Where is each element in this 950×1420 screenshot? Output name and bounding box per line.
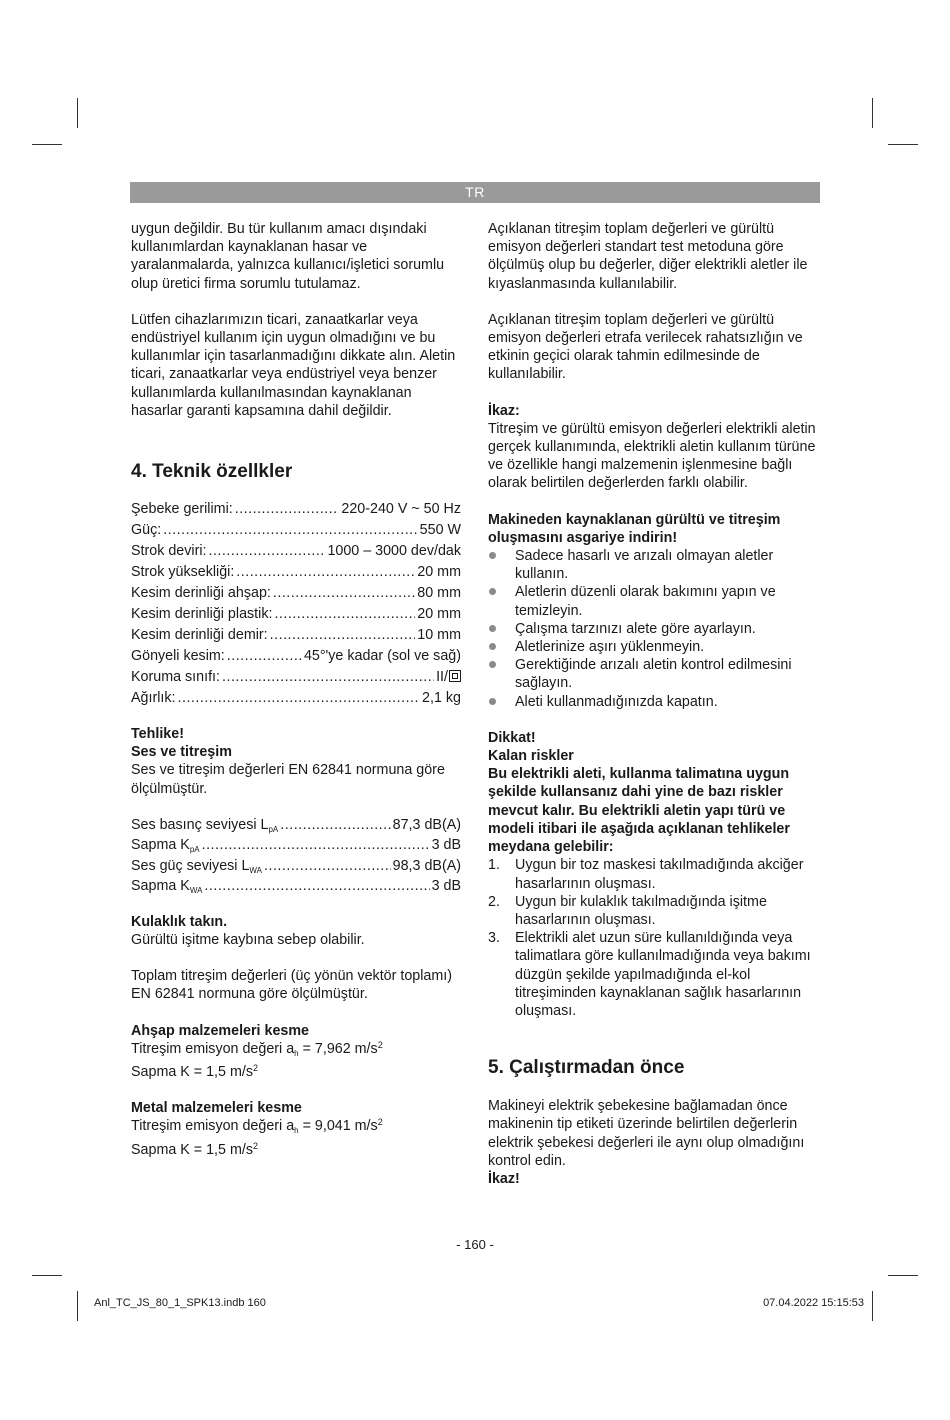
spec-row xyxy=(131,520,461,541)
right-column xyxy=(488,220,820,1188)
spec-row xyxy=(131,688,461,709)
spec-row xyxy=(131,604,461,625)
footer-datetime: 07.04.2022 15:15:53 xyxy=(763,1297,864,1309)
spec-label: Kesim derinliği ahşap: xyxy=(131,585,271,602)
spec-label: Kesim derinliği plastik: xyxy=(131,606,273,623)
list-item: Aletlerinize aşırı yüklenmeyin. xyxy=(488,638,820,656)
noise-label: Ses güç seviyesi $L_{WA}$ xyxy=(131,857,262,875)
section-5-title: 5. Çalıştırmadan önce xyxy=(488,1057,685,1079)
comparison-paragraph: Açıklanan titreşim toplam değerleri ve gürültü emisyon değerleri standart test metoduna göre ölçülmüş olup bu değerler, diğer elektrikli aletler ile kıyaslanmasında kullanılabilir. xyxy=(488,221,808,292)
crop-mark xyxy=(32,144,62,145)
vibration-total-text: Toplam titreşim değerleri (üç yönün vektör toplamı) EN 62841 normuna göre ölçülmüştür. xyxy=(131,968,453,1003)
crop-mark xyxy=(888,144,918,145)
spec-label: Şebeke gerilimi: xyxy=(131,501,233,518)
sound-vibration-heading: Ses ve titreşim xyxy=(131,744,232,761)
wood-emission-value: Titreşim emisyon değeri $a_h = 7,962$ $m/s^2$ xyxy=(131,1039,383,1058)
intro-paragraph: uygun değildir. Bu tür kullanım amacı dışındaki kullanımlardan kaynaklanan hasar ve yaralanmalarda, yalnızca kullanıcı/işletici sorumlu olup üretici firma sorumlu tutulamaz. xyxy=(131,221,445,292)
warning-text: Titreşim ve gürültü emisyon değerleri elektrikli aletin gerçek kullanımında, elektrikli aletin kullanım türüne ve özellikle hangi malzemenin işlenmesine bağlı olarak belirtilen değerlerden farklı olabilir. xyxy=(488,420,816,492)
list-item: Aleti kullanmadığınızda kapatın. xyxy=(488,693,820,711)
spec-value: 80 mm xyxy=(417,585,461,602)
noise-row xyxy=(131,815,461,836)
noise-row xyxy=(131,856,461,877)
residual-risks-heading: Kalan riskler xyxy=(488,748,574,765)
spec-label: Kesim derinliği demir: xyxy=(131,627,268,644)
list-item: 1. Uygun bir toz maskesi takılmadığında akciğer hasarlarının oluşması. xyxy=(488,857,804,892)
reduce-noise-heading: Makineden kaynaklanan gürültü ve titreşim oluşmasını asgariye indirin! xyxy=(488,511,781,546)
sound-vibration-text: Ses ve titreşim değerleri EN 62841 normuna göre ölçülmüştür. xyxy=(131,762,445,797)
noise-label: Sapma $K_{pA}$ xyxy=(131,837,200,855)
spec-label: Strok deviri: xyxy=(131,543,207,560)
spec-label: Ağırlık: xyxy=(131,690,176,707)
metal-emission-value: Titreşim emisyon değeri $a_h = 9,041$ $m/s^2$ xyxy=(131,1117,383,1136)
warning-heading: İkaz: xyxy=(488,402,520,419)
list-item: Sadece hasarlı ve arızalı olmayan aletler kullanın. xyxy=(488,547,820,583)
spec-label: Strok yüksekliği: xyxy=(131,564,235,581)
spec-value: 20 mm xyxy=(417,606,461,623)
spec-value: 10 mm xyxy=(417,627,461,644)
crop-mark xyxy=(888,1275,918,1276)
estimation-paragraph: Açıklanan titreşim toplam değerleri ve gürültü emisyon değerleri etrafa verilecek rahatsızlığın ve etkinin geçici olarak tahmin edilmesinde de kullanılabilir. xyxy=(488,311,803,383)
spec-value: 1000 – 3000 dev/dak xyxy=(327,543,461,560)
spec-row xyxy=(131,583,461,604)
noise-label: Ses basınç seviyesi $L_{pA}$ xyxy=(131,816,279,834)
section-4-title: 4. Teknik özellkler xyxy=(131,461,293,483)
residual-risks-intro: Bu elektrikli aleti, kullanma talimatına uygun şekilde kullansanız dahi yine de bazı riskler mevcut kalır. Bu elektrikli aletin yapı türü ve modeli itibari ile aşağıda açıklanan tehlikeler meydana gelebilir: xyxy=(488,766,790,856)
noise-label: Sapma $K_{WA}$ xyxy=(131,878,203,896)
section-5-warning: İkaz! xyxy=(488,1170,520,1187)
noise-list xyxy=(131,815,461,897)
spec-list xyxy=(131,499,461,709)
spec-row xyxy=(131,499,461,520)
noise-value: 87,3 dB(A) xyxy=(392,816,461,833)
list-item: 2. Uygun bir kulaklık takılmadığında işitme hasarlarının oluşması. xyxy=(488,893,767,928)
noise-value: 3 dB xyxy=(431,837,461,854)
spec-label: Güç: xyxy=(131,522,162,539)
metal-cutting-heading: Metal malzemeleri kesme xyxy=(131,1100,302,1117)
wood-deviation-value: Sapma K = 1,5 $m/s^2$ xyxy=(131,1063,258,1081)
spec-value: 220-240 V ~ 50 Hz xyxy=(341,501,461,518)
list-item: Gerektiğinde arızalı aletin kontrol edilmesini sağlayın. xyxy=(488,656,820,692)
spec-value: 2,1 kg xyxy=(422,690,461,707)
reduce-noise-list xyxy=(488,547,820,711)
noise-value: 3 dB xyxy=(431,878,461,895)
spec-value: 45°'ye kadar (sol ve sağ) xyxy=(303,648,461,665)
list-item: 3. Elektrikli alet uzun süre kullanıldığında veya talimatlara göre kullanılmadığında veya bakımı düzgün şekilde yapılmadığında el-kol titreşiminden kaynaklanan sağlık hasarlarının oluşması. xyxy=(488,930,811,1019)
spec-row xyxy=(131,625,461,646)
list-item: Aletlerin düzenli olarak bakımını yapın ve temizleyin. xyxy=(488,583,820,619)
crop-mark xyxy=(77,1291,78,1321)
left-column xyxy=(131,220,461,1159)
spec-value: II/ xyxy=(436,667,461,688)
wood-cutting-heading: Ahşap malzemeleri kesme xyxy=(131,1022,310,1039)
spec-value: 550 W xyxy=(419,522,461,539)
noise-row xyxy=(131,876,461,897)
language-code: TR xyxy=(465,184,485,200)
crop-mark xyxy=(872,1291,873,1321)
spec-row xyxy=(131,562,461,583)
commercial-use-paragraph: Lütfen cihazlarımızın ticari, zanaatkarlar veya endüstriyel kullanım için uygun olmadığını ve bu kullanımlar için tasarlanmadığını dikkate alın. Aletin ticari, zanaatkarlar veya endüstriyel veya benzer kullanımlarda kullanılmasından kaynaklanan hasarlar garanti kapsamına dahil değildir. xyxy=(131,311,456,419)
section-5-text: Makineyi elektrik şebekesine bağlamadan önce makinenin tip etiketi üzerinde belirtilen değerlerin elektrik şebekesi değerleri ile aynı olup olmadığını kontrol edin. xyxy=(488,1098,805,1169)
language-header-bar xyxy=(130,182,820,203)
crop-mark xyxy=(77,98,78,128)
spec-row xyxy=(131,667,461,688)
spec-row xyxy=(131,646,461,667)
spec-label: Koruma sınıfı: xyxy=(131,669,220,686)
noise-value: 98,3 dB(A) xyxy=(392,857,461,874)
residual-risks-list xyxy=(488,856,820,1020)
danger-heading: Tehlike! xyxy=(131,726,184,743)
caution-heading: Dikkat! xyxy=(488,729,536,746)
ear-protection-text: Gürültü işitme kaybına sebep olabilir. xyxy=(131,932,365,949)
page-number: - 160 - xyxy=(456,1237,494,1252)
noise-row xyxy=(131,835,461,856)
spec-value: 20 mm xyxy=(417,564,461,581)
spec-label: Gönyeli kesim: xyxy=(131,648,225,665)
crop-mark xyxy=(32,1275,62,1276)
crop-mark xyxy=(872,98,873,128)
spec-row xyxy=(131,541,461,562)
list-item: Çalışma tarzınızı alete göre ayarlayın. xyxy=(488,620,820,638)
metal-deviation-value: Sapma K = 1,5 $m/s^2$ xyxy=(131,1140,258,1158)
footer-file-info: Anl_TC_JS_80_1_SPK13.indb 160 xyxy=(94,1297,266,1309)
ear-protection-heading: Kulaklık takın. xyxy=(131,913,228,930)
protection-class-ii-icon xyxy=(449,670,461,682)
